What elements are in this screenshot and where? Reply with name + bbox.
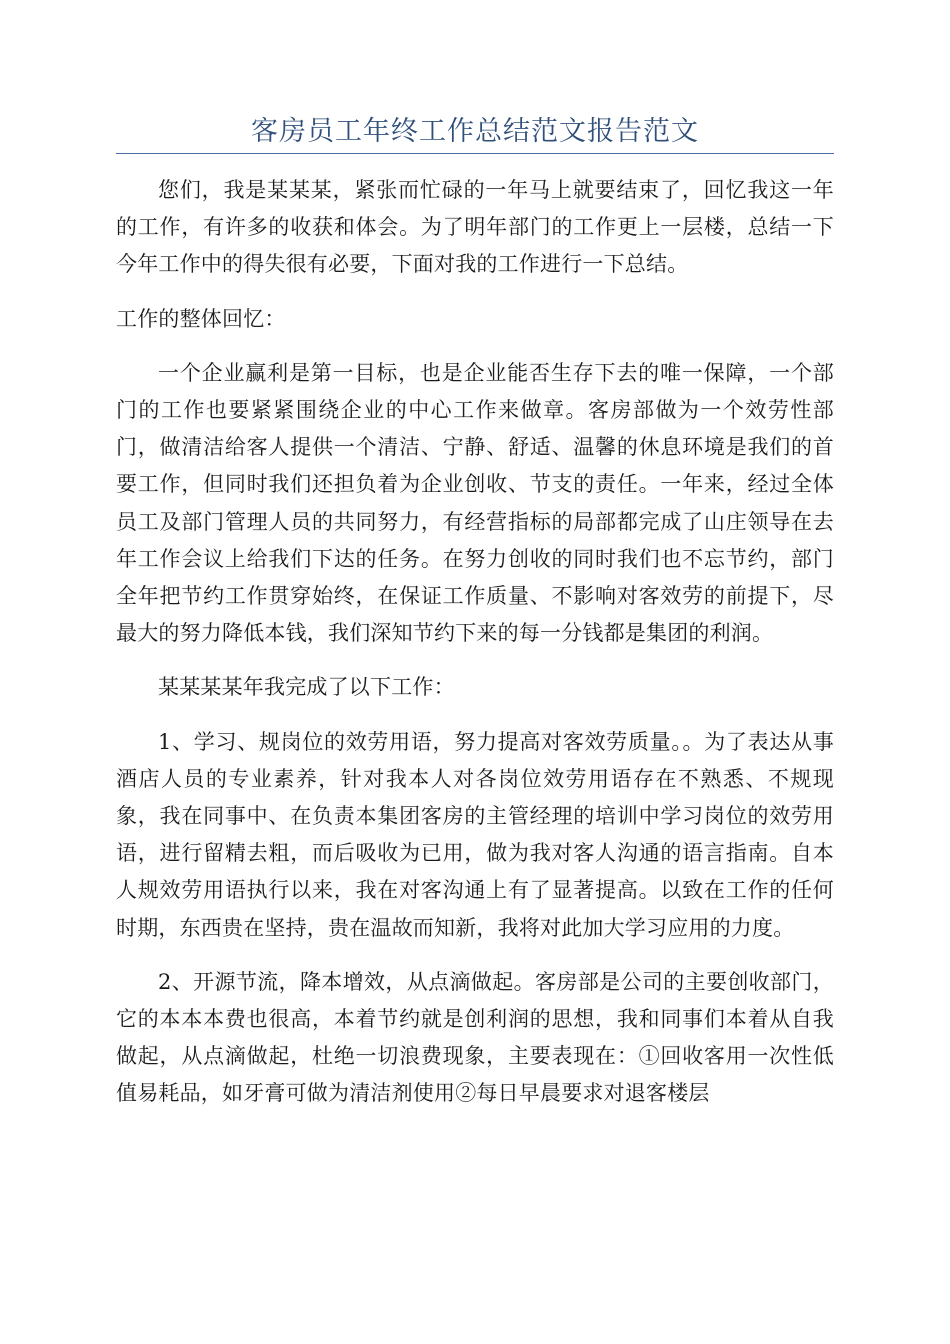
paragraph-item-2: 2、开源节流，降本增效，从点滴做起。客房部是公司的主要创收部门，它的本本本费也很高，本着节约就是创利润的思想，我和同事们本着从自我做起，从点滴做起，杜绝一切浪费现象，主要表现在：①回收客用一次性低值易耗品，如牙膏可做为清洁剂使用②每日早晨要求对退客楼层 — [116, 969, 834, 1106]
paragraph-overview: 一个企业赢利是第一目标，也是企业能否生存下去的唯一保障，一个部门的工作也要紧紧围绕企业的中心工作来做章。客房部做为一个效劳性部门，做清洁给客人提供一个清洁、宁静、舒适、温馨的休息环境是我们的首要工作，但同时我们还担负着为企业创收、节支的责任。一年来，经过全体员工及部门管理人员的共同努力，有经营指标的局部都完成了山庄领导在去年工作会议上给我们下达的任务。在努力创收的同时我们也不忘节约，部门全年把节约工作贯穿始终，在保证工作质量、不影响对客效劳的前提下，尽最大的努力降低本钱，我们深知节约下来的每一分钱都是集团的利润。 — [116, 360, 834, 646]
paragraph-item-1: 1、学习、规岗位的效劳用语，努力提高对客效劳质量。。为了表达从事酒店人员的专业素养，针对我本人对各岗位效劳用语存在不熟悉、不规现象，我在同事中、在负责本集团客房的主管经理的培训中学习岗位的效劳用语，进行留精去粗，而后吸收为已用，做为我对客人沟通的语言指南。自本人规效劳用语执行以来，我在对客沟通上有了显著提高。以致在工作的任何时期，东西贵在坚持，贵在温故而知新，我将对此加大学习应用的力度。 — [116, 729, 834, 940]
paragraph-section-heading: 工作的整体回忆： — [116, 306, 286, 331]
document-body — [116, 172, 834, 1130]
document-title: 客房员工年终工作总结范文报告范文 — [251, 116, 699, 147]
paragraph-intro: 您们，我是某某某，紧张而忙碌的一年马上就要结束了，回忆我这一年的工作，有许多的收获和体会。为了明年部门的工作更上一层楼，总结一下今年工作中的得失很有必要，下面对我的工作进行一下总结。 — [116, 178, 834, 277]
paragraph-work-list-heading: 某某某某年我完成了以下工作： — [158, 675, 455, 700]
title-underline — [116, 153, 834, 154]
